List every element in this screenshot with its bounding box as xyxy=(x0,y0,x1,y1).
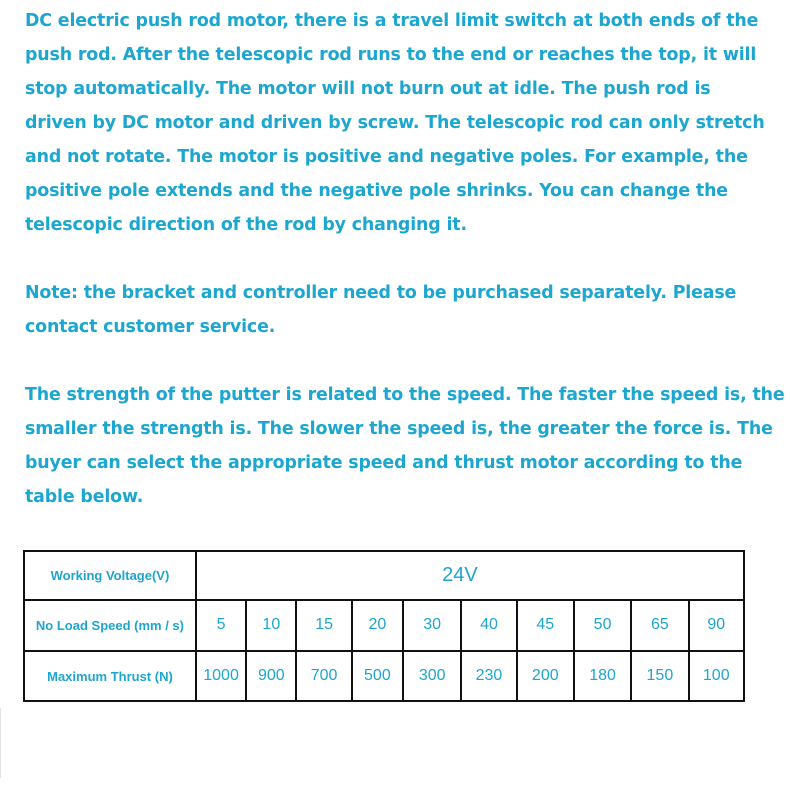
thrust-label-cell: Maximum Thrust (N) xyxy=(24,651,196,701)
speed-row xyxy=(24,600,744,652)
thrust-row xyxy=(24,651,744,701)
voltage-value-cell: 24V xyxy=(196,551,744,600)
voltage-row xyxy=(24,551,744,600)
text-line: table below. xyxy=(25,487,144,507)
thrust-cell: 150 xyxy=(631,651,688,701)
text-line: DC electric push rod motor, there is a travel limit switch at both ends of the xyxy=(25,11,759,31)
speed-cell: 90 xyxy=(689,600,744,652)
speed-cell: 50 xyxy=(574,600,631,652)
strength-speed-paragraph xyxy=(25,378,785,514)
speed-label-cell: No Load Speed (mm / s) xyxy=(24,600,196,652)
thrust-cell: 1000 xyxy=(196,651,246,701)
voltage-label-cell: Working Voltage(V) xyxy=(24,551,196,600)
thrust-cell: 200 xyxy=(517,651,574,701)
speed-cell: 10 xyxy=(246,600,296,652)
text-line: and not rotate. The motor is positive and negative poles. For example, the xyxy=(25,147,748,167)
text-line: smaller the strength is. The slower the speed is, the greater the force is. The xyxy=(25,419,773,439)
thrust-cell: 900 xyxy=(246,651,296,701)
speed-cell: 65 xyxy=(631,600,688,652)
speed-cell: 20 xyxy=(352,600,403,652)
description-paragraph-motor xyxy=(25,4,777,242)
speed-cell: 15 xyxy=(296,600,351,652)
thrust-cell: 300 xyxy=(403,651,461,701)
text-line: The strength of the putter is related to the speed. The faster the speed is, the xyxy=(25,385,785,405)
text-line: stop automatically. The motor will not burn out at idle. The push rod is xyxy=(25,79,711,99)
text-line: telescopic direction of the rod by changing it. xyxy=(25,215,467,235)
left-edge-divider xyxy=(0,708,1,778)
text-line: contact customer service. xyxy=(25,317,276,337)
speed-cell: 45 xyxy=(517,600,574,652)
thrust-cell: 180 xyxy=(574,651,631,701)
text-line: positive pole extends and the negative pole shrinks. You can change the xyxy=(25,181,728,201)
thrust-cell: 700 xyxy=(296,651,351,701)
speed-cell: 5 xyxy=(196,600,246,652)
speed-cell: 40 xyxy=(461,600,516,652)
text-line: push rod. After the telescopic rod runs to the end or reaches the top, it will xyxy=(25,45,757,65)
note-paragraph xyxy=(25,276,777,344)
thrust-cell: 230 xyxy=(461,651,516,701)
thrust-cell: 100 xyxy=(689,651,744,701)
thrust-cell: 500 xyxy=(352,651,403,701)
text-line: buyer can select the appropriate speed and thrust motor according to the xyxy=(25,453,743,473)
speed-cell: 30 xyxy=(403,600,461,652)
text-line: Note: the bracket and controller need to be purchased separately. Please xyxy=(25,283,737,303)
speed-thrust-table xyxy=(23,550,745,702)
text-line: driven by DC motor and driven by screw. The telescopic rod can only stretch xyxy=(25,113,765,133)
